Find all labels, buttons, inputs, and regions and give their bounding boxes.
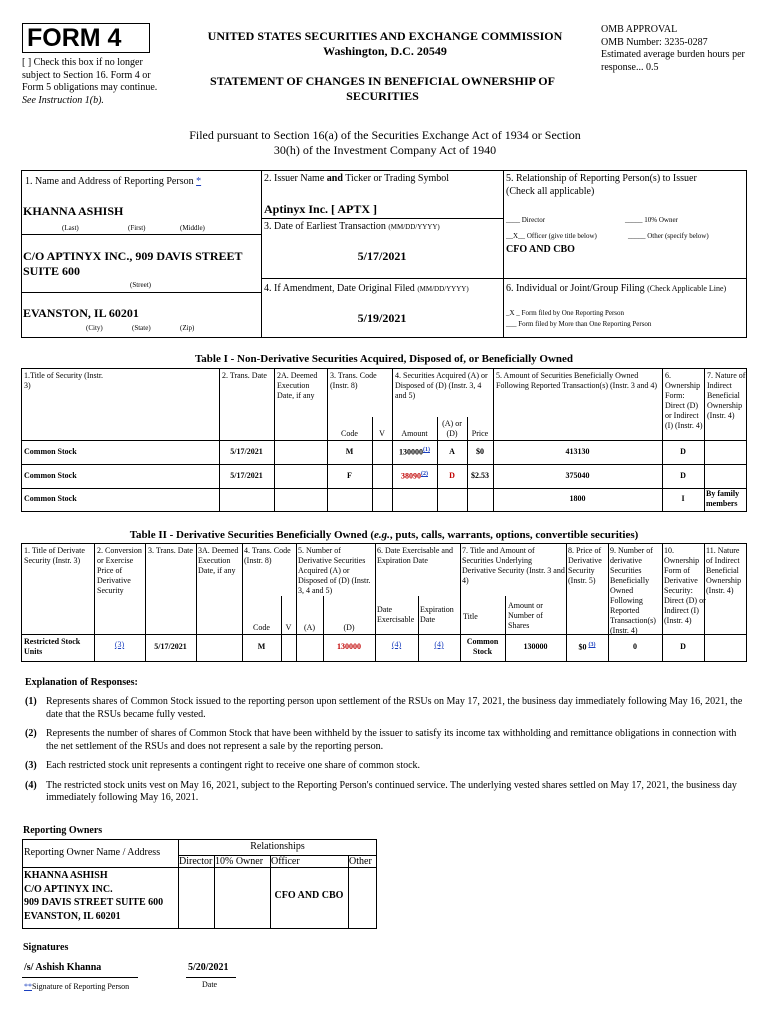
form-title-box <box>22 23 150 53</box>
signature-label: **Signature of Reporting Person <box>24 982 130 991</box>
footnote-link[interactable]: ** <box>24 982 32 991</box>
owner-officer-title: CFO AND CBO <box>274 890 344 901</box>
one-person-option: _X _ Form filed by One Reporting Person <box>506 309 625 317</box>
footnote-link[interactable]: (1) <box>423 447 430 453</box>
t1-header-ownership: 6. Ownership Form: Direct (D) or Indirect (I) (Instr. 4) <box>665 371 703 430</box>
zip-label: (Zip) <box>180 324 195 332</box>
t1-header-nature: 7. Nature of Indirect Beneficial Ownership (Instr. 4) <box>707 371 746 420</box>
t2-header-owned: 9. Number of derivative Securities Beneficially Owned Following Reported Transaction(s) (Instr. 4) <box>610 546 656 635</box>
reporting-person-name: KHANNA ASHISH <box>23 204 124 218</box>
explanation-list <box>25 696 745 805</box>
t2-header-exercisable: 6. Date Exercisable and Expiration Date <box>377 546 453 565</box>
t2-header-form: 10. Ownership Form of Derivative Security: Direct (D) or Indirect (I) (Instr. 4) <box>664 546 706 625</box>
state-label: (State) <box>132 324 151 332</box>
owner-name-address: KHANNA ASHISH C/O APTINYX INC. 909 DAVIS STREET SUITE 600 EVANSTON, IL 60201 <box>24 870 164 922</box>
t2-header-title: 1. Title of Derivate Security (Instr. 3) <box>24 546 85 565</box>
footnote-link[interactable]: * <box>196 176 202 187</box>
agency-name: UNITED STATES SECURITIES AND EXCHANGE COMMISSION Washington, D.C. 20549 <box>207 29 563 58</box>
t2-header-underlying: 7. Title and Amount of Securities Underlying Derivative Security (Instr. 3 and 4) <box>462 546 565 585</box>
list-item: (2) Represents the number of shares of Common Stock that have been withheld by the issuer to satisfy its income tax withholding and remittance obligations in connection with the net settlement of the RSUs and does not represent a sale by the reporting person. <box>25 728 737 752</box>
ten-pct-option: _____ 10% Owner <box>625 216 678 224</box>
issuer-name: Aptinyx Inc. [ APTX ] <box>264 202 378 216</box>
t1-header-title: 1.Title of Security (Instr. 3) <box>24 371 104 390</box>
earliest-transaction-date: 5/17/2021 <box>357 249 407 263</box>
explanation-title: Explanation of Responses: <box>25 677 138 688</box>
city-label: (City) <box>86 324 103 332</box>
earliest-transaction-label: 3. Date of Earliest Transaction (MM/DD/YYYY) <box>264 221 440 232</box>
list-item: (1) Represents shares of Common Stock issued to the reporting person upon settlement of the RSUs on May 17, 2021, the business day immediately following May 16, 2021, the date that the RSUs became fully vested. <box>25 696 743 720</box>
statement-title: STATEMENT OF CHANGES IN BENEFICIAL OWNERSHIP OF SECURITIES <box>210 74 555 103</box>
table1-title: Table I - Non-Derivative Securities Acquired, Disposed of, or Beneficially Owned <box>194 353 574 365</box>
t2-header-number: 5. Number of Derivative Securities Acquired (A) or Disposed of (D) (Instr. 3, 4 and 5) <box>298 546 371 595</box>
owners-title: Reporting Owners <box>23 825 103 836</box>
t1-sub-aord: (A) or (D) <box>442 419 462 438</box>
street-label: (Street) <box>130 281 151 289</box>
t1-header-deemed: 2A. Deemed Execution Date, if any <box>277 371 318 400</box>
t2-header-code: 4. Trans. Code (Instr. 8) <box>244 546 291 565</box>
owners-name-header: Reporting Owner Name / Address <box>24 847 161 858</box>
reporting-person-label: 1. Name and Address of Reporting Person * <box>25 176 202 187</box>
signer-name: /s/ Ashish Khanna <box>24 962 102 973</box>
middle-label: (Middle) <box>180 224 205 232</box>
amendment-date: 5/19/2021 <box>357 311 407 325</box>
footnote-link[interactable]: (3) <box>588 642 596 648</box>
t2-header-nature: 11. Nature of Indirect Beneficial Ownership (Instr. 4) <box>706 546 742 595</box>
t2-header-deemed: 3A. Deemed Execution Date, if any <box>198 546 239 575</box>
signature-date: 5/20/2021 <box>188 962 229 973</box>
t1-sub-v: V <box>379 429 385 438</box>
officer-option: __X__ Officer (give title below) <box>506 232 597 240</box>
city-state-zip: EVANSTON, IL 60201 <box>23 306 139 320</box>
footnote-link[interactable]: (3) <box>114 640 125 649</box>
signatures-title: Signatures <box>23 942 69 953</box>
t1-header-securities: 4. Securities Acquired (A) or Disposed of (D) (Instr. 3, 4 and 5) <box>395 371 488 400</box>
amendment-label: 4. If Amendment, Date Original Filed (MM/DD/YYYY) <box>264 283 469 294</box>
list-item: (4) The restricted stock units vest on May 16, 2021, subject to the Reporting Person's continued service. The underlying vested shares settled on May 17, 2021, the business day immediately following May 16, 2021. <box>25 779 737 803</box>
director-option: ____ Director <box>506 216 546 224</box>
issuer-label: 2. Issuer Name and Ticker or Trading Symbol <box>264 173 450 184</box>
first-label: (First) <box>128 224 146 232</box>
last-label: (Last) <box>62 224 79 232</box>
footnote-link[interactable]: (2) <box>421 471 428 477</box>
table2-title: Table II - Derivative Securities Beneficially Owned (e.g., puts, calls, warrants, options, convertible securities) <box>129 529 639 541</box>
street-address: C/O APTINYX INC., 909 DAVIS STREET SUITE 600 <box>23 249 243 278</box>
omb-box: OMB APPROVAL OMB Number: 3235-0287 Estimated average burden hours per response... 0.5 <box>601 24 745 73</box>
date-label: Date <box>202 980 218 989</box>
t1-sub-code: Code <box>341 429 358 438</box>
t2-header-price: 8. Price of Derivative Security (Instr. 5) <box>568 546 602 585</box>
t2-header-date: 3. Trans. Date <box>148 546 193 555</box>
other-option: _____ Other (specify below) <box>628 232 709 240</box>
t1-sub-price: Price <box>471 429 489 438</box>
more-person-option: ___ Form filed by More than One Reporting Person <box>506 320 652 328</box>
footnote-link[interactable]: (4) <box>434 640 444 649</box>
t1-header-code: 3. Trans. Code (Instr. 8) <box>330 371 377 390</box>
form-title: FORM 4 <box>27 24 122 52</box>
filing-label: 6. Individual or Joint/Group Filing (Check Applicable Line) <box>506 283 727 294</box>
t1-sub-amount: Amount <box>401 429 428 438</box>
t1-header-amount-owned: 5. Amount of Securities Beneficially Owned Following Reported Transaction(s) (Instr. 3 and 4) <box>496 371 658 390</box>
t1-header-date: 2. Trans. Date <box>222 371 267 380</box>
check-box-text: [ ] Check this box if no longer subject to Section 16. Form 4 or Form 5 obligations may continue. See Instruction 1(b). <box>22 57 158 106</box>
footnote-link[interactable]: (4) <box>391 640 402 649</box>
owners-relationships-header: Relationships <box>250 841 305 852</box>
relationship-label: 5. Relationship of Reporting Person(s) to Issuer (Check all applicable) <box>506 173 697 197</box>
filed-pursuant: Filed pursuant to Section 16(a) of the Securities Exchange Act of 1934 or Section 30(h) of the Investment Company Act of 1940 <box>189 128 581 157</box>
t2-header-conversion: 2. Conversion or Exercise Price of Derivative Security <box>97 546 142 595</box>
list-item: (3) Each restricted stock unit represents a contingent right to receive one share of common stock. <box>25 760 421 771</box>
officer-title: CFO AND CBO <box>506 244 575 255</box>
